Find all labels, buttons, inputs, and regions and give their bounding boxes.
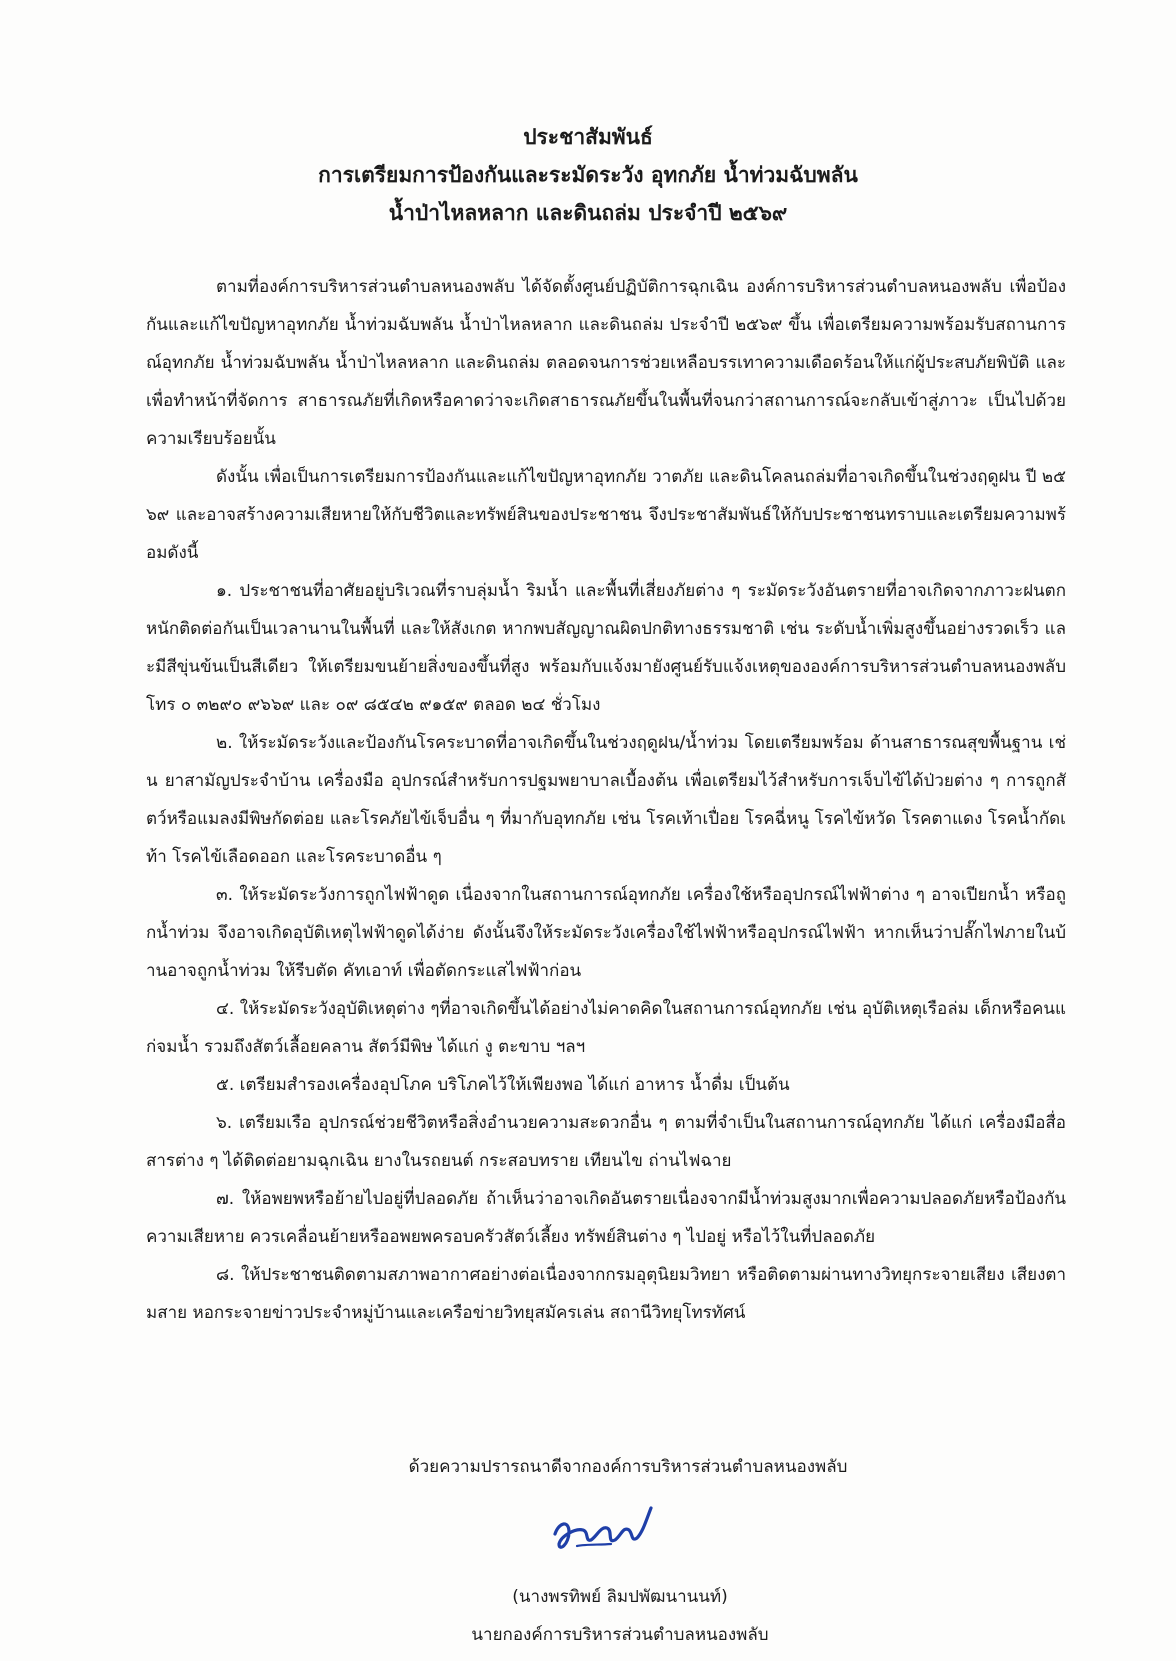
document-title xyxy=(0,118,1176,232)
purpose-paragraph: ดังนั้น เพื่อเป็นการเตรียมการป้องกันและแก้ไขปัญหาอุทกภัย วาตภัย และดินโคลนถล่มที่อาจเกิดขึ้นในช่วงฤดูฝน ปี ๒๕๖๙ และอาจสร้างความเสียหายให้กับชีวิตและทรัพย์สินของประชาชน จึงประชาสัมพันธ์ให้กับประชาชนทราบและเตรียมความพร้อมดังนี้ xyxy=(146,467,1066,563)
item-7-paragraph: ๗. ให้อพยพหรือย้ายไปอยู่ที่ปลอดภัย ถ้าเห็นว่าอาจเกิดอันตรายเนื่องจากมีน้ำท่วมสูงมากเพื่อความปลอดภัยหรือป้องกันความเสียหาย ควรเคลื่อนย้ายหรืออพยพครอบครัวสัตว์เลี้ยง ทรัพย์สินต่าง ๆ ไปอยู่ หรือไว้ในที่ปลอดภัย xyxy=(146,1189,1066,1247)
item-1-paragraph: ๑. ประชาชนที่อาศัยอยู่บริเวณที่ราบลุ่มน้ำ ริมน้ำ และพื้นที่เสี่ยงภัยต่าง ๆ ระมัดระวังอันตรายที่อาจเกิดจากภาวะฝนตกหนักติดต่อกันเป็นเวลานานในพื้นที่ และให้สังเกต หากพบสัญญาณผิดปกติทางธรรมชาติ เช่น ระดับน้ำเพิ่มสูงขึ้นอย่างรวดเร็ว และมีสีขุ่นข้นเป็นสีเดียว ให้เตรียมขนย้ายสิ่งของขึ้นที่สูง พร้อมกับแจ้งมายังศูนย์รับแจ้งเหตุขององค์การบริหารส่วนตำบลหนองพลับ โทร ๐ ๓๒๙๐ ๙๖๖๙ และ ๐๙ ๘๕๔๒ ๙๑๕๙ ตลอด ๒๔ ชั่วโมง xyxy=(146,581,1066,715)
signer-name: (นางพรทิพย์ ลิมปพัฒนานนท์) xyxy=(512,1587,728,1607)
item-4-paragraph: ๔. ให้ระมัดระวังอุบัติเหตุต่าง ๆที่อาจเกิดขึ้นได้อย่างไม่คาดคิดในสถานการณ์อุทกภัย เช่น อุบัติเหตุเรือล่ม เด็กหรือคนแก่จมน้ำ รวมถึงสัตว์เลื้อยคลาน สัตว์มีพิษ ได้แก่ งู ตะขาบ ฯลฯ xyxy=(146,999,1066,1057)
signature-image xyxy=(547,1500,667,1570)
title-line-1: ประชาสัมพันธ์ xyxy=(523,125,653,149)
title-line-3: น้ำป่าไหลหลาก และดินถล่ม ประจำปี ๒๕๖๙ xyxy=(388,201,788,225)
item-2-paragraph: ๒. ให้ระมัดระวังและป้องกันโรคระบาดที่อาจเกิดขึ้นในช่วงฤดูฝน/น้ำท่วม โดยเตรียมพร้อม ด้านสาธารณสุขพื้นฐาน เช่น ยาสามัญประจำบ้าน เครื่องมือ อุปกรณ์สำหรับการปฐมพยาบาลเบื้องต้น เพื่อเตรียมไว้สำหรับการเจ็บไข้ได้ป่วยต่าง ๆ การถูกสัตว์หรือแมลงมีพิษกัดต่อย และโรคภัยไข้เจ็บอื่น ๆ ที่มากับอุทกภัย เช่น โรคเท้าเปื่อย โรคฉี่หนู โรคไข้หวัด โรคตาแดง โรคน้ำกัดเท้า โรคไข้เลือดออก และโรคระบาดอื่น ๆ xyxy=(146,733,1066,867)
signer-position: นายกองค์การบริหารส่วนตำบลหนองพลับ xyxy=(471,1625,769,1645)
item-3-paragraph: ๓. ให้ระมัดระวังการถูกไฟฟ้าดูด เนื่องจากในสถานการณ์อุทกภัย เครื่องใช้หรืออุปกรณ์ไฟฟ้าต่าง ๆ อาจเปียกน้ำ หรือถูกน้ำท่วม จึงอาจเกิดอุบัติเหตุไฟฟ้าดูดได้ง่าย ดังนั้นจึงให้ระมัดระวังเครื่องใช้ไฟฟ้าหรืออุปกรณ์ไฟฟ้า หากเห็นว่าปลั๊กไฟภายในบ้านอาจถูกน้ำท่วม ให้รีบตัด คัทเอาท์ เพื่อตัดกระแสไฟฟ้าก่อน xyxy=(146,885,1066,981)
intro-paragraph: ตามที่องค์การบริหารส่วนตำบลหนองพลับ ได้จัดตั้งศูนย์ปฏิบัติการฉุกเฉิน องค์การบริหารส่วนตำบลหนองพลับ เพื่อป้องกันและแก้ไขปัญหาอุทกภัย น้ำท่วมฉับพลัน น้ำป่าไหลหลาก และดินถล่ม ประจำปี ๒๕๖๙ ขึ้น เพื่อเตรียมความพร้อมรับสถานการณ์อุทกภัย น้ำท่วมฉับพลัน น้ำป่าไหลหลาก และดินถล่ม ตลอดจนการช่วยเหลือบรรเทาความเดือดร้อนให้แก่ผู้ประสบภัยพิบัติ และเพื่อทำหน้าที่จัดการ สาธารณภัยที่เกิดหรือคาดว่าจะเกิดสาธารณภัยขึ้นในพื้นที่จนกว่าสถานการณ์จะกลับเข้าสู่ภาวะ เป็นไปด้วย ความเรียบร้อยนั้น xyxy=(146,277,1066,449)
closing-section xyxy=(0,1448,1176,1486)
item-8-paragraph: ๘. ให้ประชาชนติดตามสภาพอากาศอย่างต่อเนื่องจากกรมอุตุนิยมวิทยา หรือติดตามผ่านทางวิทยุกระจายเสียง เสียงตามสาย หอกระจายข่าวประจำหมู่บ้านและเครือข่ายวิทยุสมัครเล่น สถานีวิทยุโทรทัศน์ xyxy=(146,1265,1066,1323)
document-body xyxy=(146,268,1066,1332)
item-5-paragraph: ๕. เตรียมสำรองเครื่องอุปโภค บริโภคไว้ให้เพียงพอ ได้แก่ อาหาร น้ำดื่ม เป็นต้น xyxy=(216,1075,790,1095)
item-6-paragraph: ๖. เตรียมเรือ อุปกรณ์ช่วยชีวิตหรือสิ่งอำนวยความสะดวกอื่น ๆ ตามที่จำเป็นในสถานการณ์อุทกภัย ได้แก่ เครื่องมือสื่อสารต่าง ๆ ได้ติดต่อยามฉุกเฉิน ยางในรถยนต์ กระสอบทราย เทียนไข ถ่านไฟฉาย xyxy=(146,1113,1066,1171)
signer-block xyxy=(0,1578,1176,1654)
title-line-2: การเตรียมการป้องกันและระมัดระวัง อุทกภัย น้ำท่วมฉับพลัน xyxy=(318,163,858,187)
closing-text: ด้วยความปรารถนาดีจากองค์การบริหารส่วนตำบลหนองพลับ xyxy=(408,1457,848,1477)
